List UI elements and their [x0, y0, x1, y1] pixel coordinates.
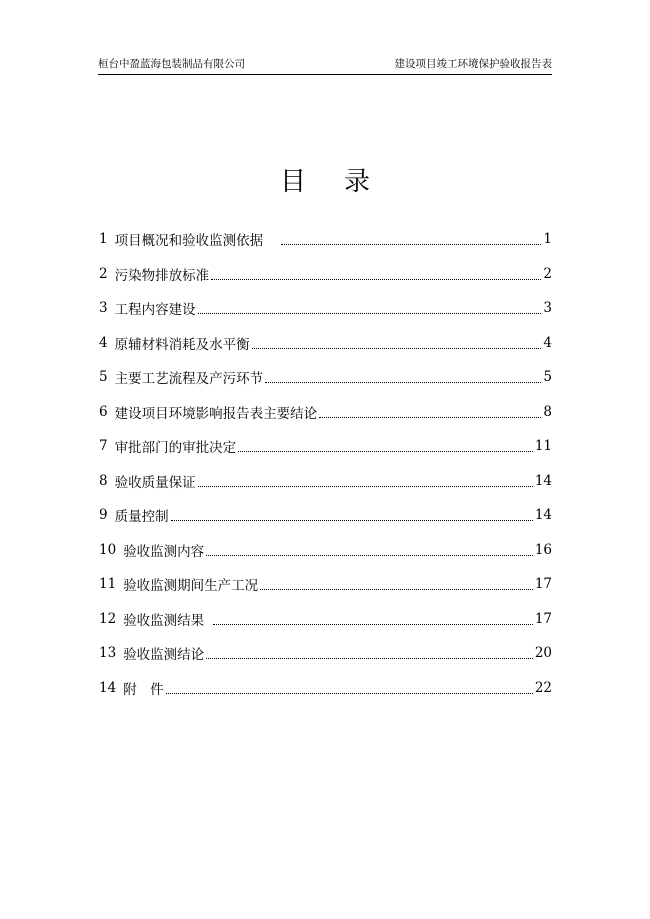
toc-page-number: 5: [543, 369, 552, 386]
toc-leader-dots: [281, 243, 541, 245]
toc-number: 8: [99, 472, 108, 489]
toc-page-number: 22: [534, 679, 552, 696]
toc-number: 14: [99, 679, 117, 696]
toc-entry-12[interactable]: [99, 602, 552, 637]
toc-leader-dots: [171, 519, 533, 521]
toc-leader-dots: [211, 278, 541, 280]
toc-leader-dots: [206, 554, 533, 556]
toc-label: 项目概况和验收监测依据: [114, 233, 264, 250]
toc-label: 原辅材料消耗及水平衡: [114, 336, 250, 353]
toc-page-number: 1: [543, 231, 552, 248]
toc-number: 11: [99, 576, 117, 593]
toc-page-number: 17: [534, 576, 552, 593]
toc-entry-10[interactable]: [99, 533, 552, 568]
toc-page-number: 3: [543, 300, 552, 317]
toc-leader-dots: [252, 347, 542, 349]
page-header: [98, 54, 552, 75]
toc-entry-2[interactable]: [99, 257, 552, 292]
toc-entry-6[interactable]: [99, 395, 552, 430]
toc-entry-11[interactable]: [99, 567, 552, 602]
toc-page-number: 2: [543, 265, 552, 282]
company-name: 桓台中盈蓝海包装制品有限公司: [98, 58, 245, 70]
toc-number: 2: [99, 265, 108, 282]
toc-number: 7: [99, 438, 108, 455]
toc-number: 5: [99, 369, 108, 386]
page-title: 目录: [279, 167, 408, 197]
toc-page-number: 4: [543, 334, 552, 351]
toc-entry-3[interactable]: [99, 291, 552, 326]
toc-entry-14[interactable]: [99, 671, 552, 706]
toc-label: 附 件: [123, 681, 164, 698]
toc-leader-dots: [265, 381, 541, 383]
toc-number: 1: [99, 231, 108, 248]
toc-number: 6: [99, 403, 108, 420]
toc-number: 10: [99, 541, 117, 558]
toc-label: 审批部门的审批决定: [114, 440, 237, 457]
toc-leader-dots: [319, 416, 541, 418]
toc-label: 工程内容建设: [114, 302, 196, 319]
toc-entry-1[interactable]: [99, 222, 552, 257]
toc-entry-4[interactable]: [99, 326, 552, 361]
toc-leader-dots: [206, 657, 533, 659]
toc-label: 验收质量保证: [114, 474, 196, 491]
toc-entry-13[interactable]: [99, 636, 552, 671]
toc-label: 验收监测结果: [123, 612, 205, 629]
toc-label: 质量控制: [114, 509, 169, 526]
toc-label: 验收监测内容: [123, 543, 205, 560]
toc-page-number: 17: [534, 610, 552, 627]
toc-number: 12: [99, 610, 117, 627]
toc-label: 验收监测期间生产工况: [123, 578, 259, 595]
table-of-contents: [99, 222, 552, 705]
toc-label: 建设项目环境影响报告表主要结论: [114, 405, 318, 422]
toc-leader-dots: [198, 312, 542, 314]
toc-page-number: 8: [543, 403, 552, 420]
toc-leader-dots: [260, 588, 533, 590]
toc-label: 污染物排放标准: [114, 267, 210, 284]
toc-leader-dots: [198, 485, 533, 487]
toc-page-number: 11: [534, 438, 552, 455]
toc-label: 验收监测结论: [123, 647, 205, 664]
toc-number: 3: [99, 300, 108, 317]
toc-number: 4: [99, 334, 108, 351]
toc-page-number: 14: [534, 507, 552, 524]
toc-label: 主要工艺流程及产污环节: [114, 371, 264, 388]
toc-leader-dots: [166, 692, 533, 694]
toc-entry-7[interactable]: [99, 429, 552, 464]
toc-number: 13: [99, 645, 117, 662]
toc-entry-8[interactable]: [99, 464, 552, 499]
toc-leader-dots: [238, 450, 533, 452]
report-name: 建设项目竣工环境保护验收报告表: [394, 58, 552, 70]
toc-page-number: 20: [534, 645, 552, 662]
toc-page-number: 16: [534, 541, 552, 558]
toc-leader-dots: [213, 623, 533, 625]
toc-entry-9[interactable]: [99, 498, 552, 533]
toc-entry-5[interactable]: [99, 360, 552, 395]
toc-number: 9: [99, 507, 108, 524]
toc-page-number: 14: [534, 472, 552, 489]
